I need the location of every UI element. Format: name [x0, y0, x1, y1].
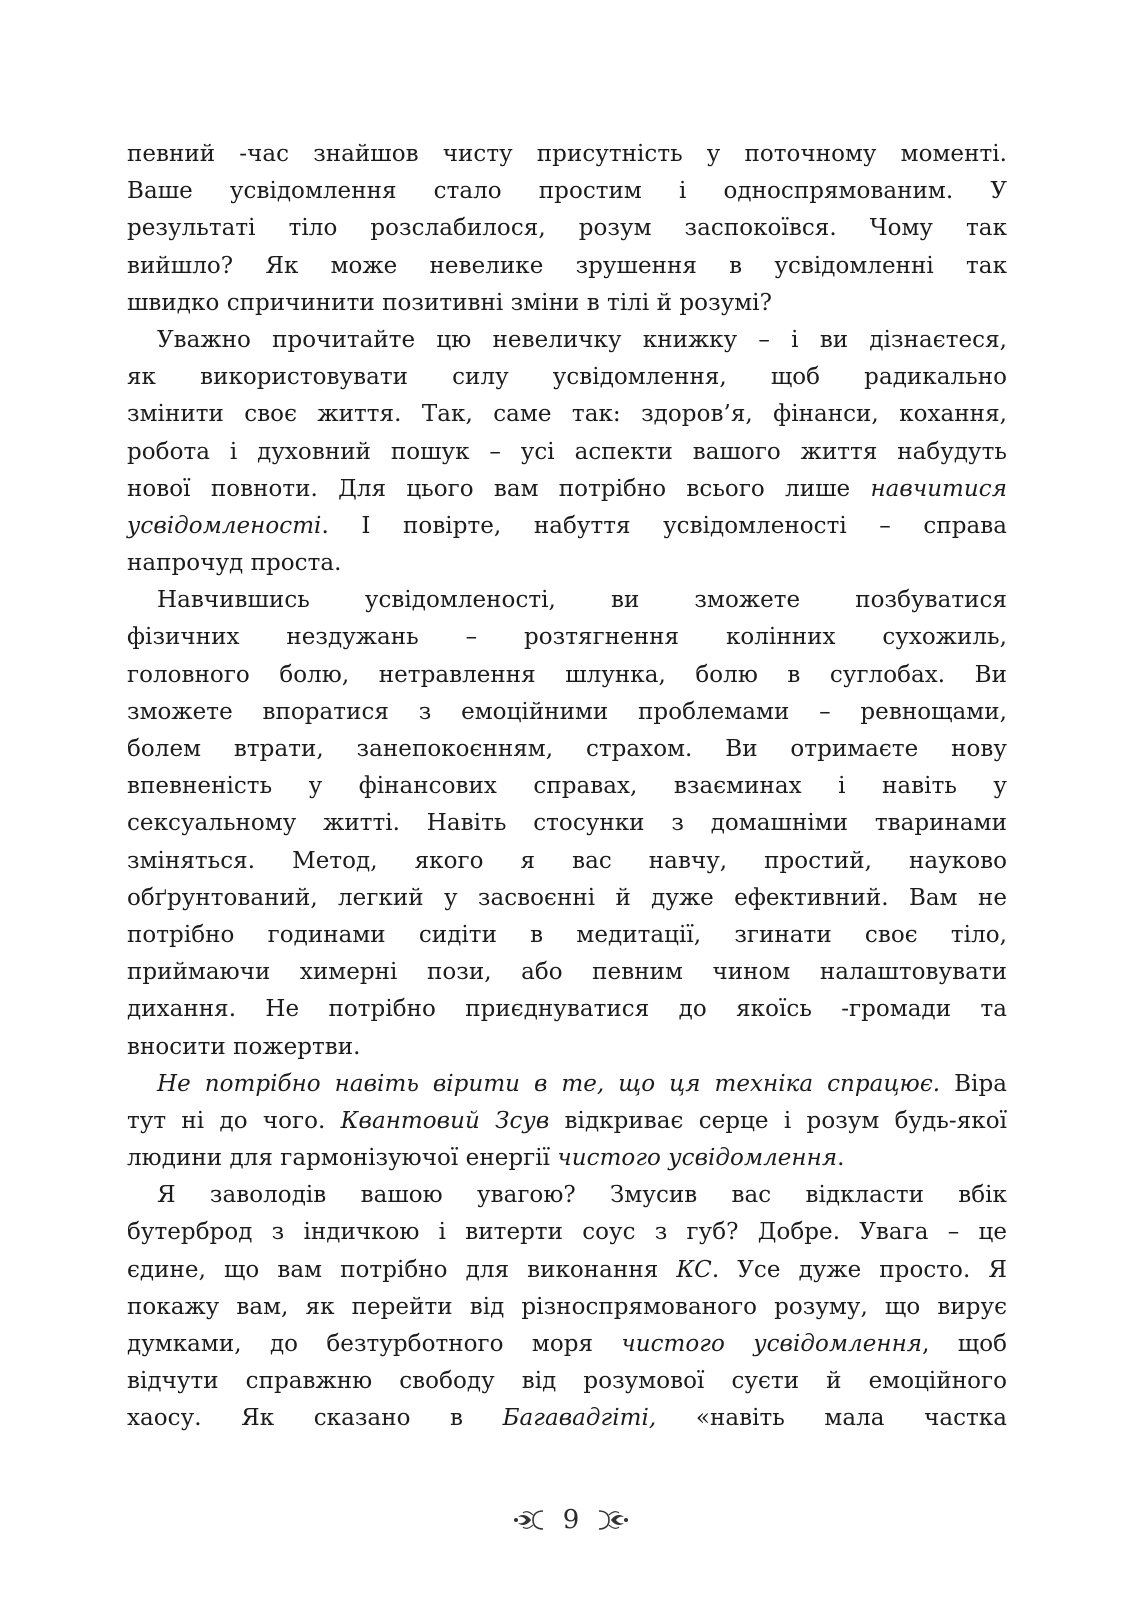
text-run: «навіть мала частка: [656, 1405, 1007, 1432]
text-run: Віра: [940, 1070, 1007, 1097]
text-run: нової повноти. Для цього вам потрібно всього лише: [127, 475, 871, 502]
text-run: зміняться. Метод, якого я вас навчу, простий, науково: [127, 847, 1007, 874]
text-line: [127, 359, 1007, 396]
italic-text: Не потрібно навіть вірити в те, що ця техніка спрацює.: [157, 1070, 941, 1097]
text-run: змінити своє життя. Так, саме так: здоров’я, фінанси, кохання,: [127, 401, 1007, 428]
text-line: [127, 582, 1007, 619]
text-run: швидко спричинити позитивні зміни в тілі й розумі?: [127, 289, 772, 316]
text-run: обґрунтований, легкий у засвоєнні й дуже ефективний. Вам не: [127, 884, 1007, 911]
text-run: бутерброд з індичкою і витерти соус з губ? Добре. Увага – це: [127, 1219, 1007, 1246]
text-line: [127, 731, 1007, 768]
text-line: [127, 136, 1007, 173]
italic-text: усвідомленості: [127, 512, 322, 539]
text-line: [127, 1177, 1007, 1214]
text-line: [127, 210, 1007, 247]
text-run: дихання. Не потрібно приєднуватися до якоїсь -громади та: [127, 996, 1007, 1023]
text-run: людини для гармонізуючої енергії: [127, 1145, 558, 1172]
paragraph: [127, 1177, 1007, 1437]
text-line: [127, 619, 1007, 656]
text-line: [127, 434, 1007, 471]
page-body: [127, 136, 1007, 1438]
text-run: результаті тіло розслабилося, розум заспокоївся. Чому так: [127, 215, 1007, 242]
text-run: думками, до безтурботного моря: [127, 1331, 622, 1357]
text-run: впевненість у фінансових справах, взаєминах і навіть у: [127, 773, 1007, 800]
italic-text: Квантовий Зсув: [340, 1107, 550, 1134]
text-run: єдине, що вам потрібно для виконання: [127, 1256, 677, 1283]
paragraph: [127, 582, 1007, 1065]
text-line: [127, 322, 1007, 359]
text-run: відкриває серце і розум будь-якої: [549, 1107, 1007, 1134]
text-run: робота і духовний пошук – усі аспекти вашого життя набудуть: [127, 438, 1007, 465]
paragraph: [127, 1066, 1007, 1178]
text-run: вийшло? Як може невелике зрушення в усвідомленні так: [127, 252, 1007, 279]
text-run: болем втрати, занепокоєнням, страхом. Ви отримаєте нову: [127, 736, 1007, 762]
text-line: [127, 173, 1007, 210]
page-number: 9: [562, 1505, 580, 1535]
text-line: [127, 805, 1007, 842]
text-line: [127, 471, 1007, 508]
text-run: .: [837, 1145, 845, 1172]
text-line: [127, 657, 1007, 694]
text-line: [127, 1252, 1007, 1289]
paragraph: [127, 136, 1007, 322]
italic-text: навчитися: [870, 475, 1007, 502]
text-run: фізичних нездужань – розтягнення колінних сухожиль,: [127, 624, 1007, 651]
text-run: . Усе дуже просто. Я: [711, 1256, 1007, 1283]
text-run: сексуальному житті. Навіть стосунки з домашніми тваринами: [127, 810, 1007, 837]
text-run: головного болю, нетравлення шлунка, болю в суглобах. Ви: [127, 661, 1007, 688]
text-run: вносити пожертви.: [127, 1033, 361, 1060]
text-line: [127, 1400, 1007, 1437]
text-line: [127, 248, 1007, 285]
italic-text: чистого усвідомлення: [621, 1331, 923, 1357]
floral-ornament-left-icon: [513, 1507, 545, 1533]
text-line: [127, 1066, 1007, 1103]
italic-text: КС: [676, 1256, 712, 1283]
text-line: [127, 1029, 1007, 1066]
text-run: . І повірте, набуття усвідомленості – справа: [321, 512, 1007, 539]
text-line: [127, 285, 1007, 322]
text-run: потрібно годинами сидіти в медитації, згинати своє тіло,: [127, 921, 1007, 948]
italic-text: чистого усвідомлення: [557, 1145, 838, 1172]
page-footer: [0, 1500, 1142, 1540]
text-run: , щоб: [922, 1331, 1007, 1357]
text-line: [127, 991, 1007, 1028]
text-run: Уважно прочитайте цю невеличку книжку – і ви дізнаєтеся,: [157, 326, 1007, 353]
text-run: як використовувати силу усвідомлення, щоб радикально: [127, 364, 1007, 391]
text-run: напрочуд проста.: [127, 550, 342, 577]
text-run: Навчившись усвідомленості, ви зможете позбуватися: [157, 587, 1007, 614]
text-line: [127, 917, 1007, 954]
text-run: відчути справжню свободу від розумової суєти й емоційного: [127, 1368, 1007, 1395]
text-run: Ваше усвідомлення стало простим і односпрямованим. У: [127, 178, 1007, 205]
text-run: певний -час знайшов чисту присутність у поточному моменті.: [127, 141, 1007, 167]
text-run: покажу вам, як перейти від різноспрямованого розуму, що вирує: [127, 1293, 1007, 1320]
text-run: тут ні до чого.: [127, 1107, 341, 1134]
text-line: [127, 768, 1007, 805]
text-line: [127, 1326, 1007, 1363]
text-line: [127, 1140, 1007, 1177]
text-line: [127, 1214, 1007, 1251]
text-line: [127, 880, 1007, 917]
text-line: [127, 1289, 1007, 1326]
italic-text: Багавадгіті,: [502, 1405, 657, 1432]
text-run: Я заволодів вашою увагою? Змусив вас відкласти вбік: [157, 1182, 1007, 1209]
text-line: [127, 545, 1007, 582]
paragraph: [127, 322, 1007, 582]
text-line: [127, 508, 1007, 545]
text-run: приймаючи химерні пози, або певним чином налаштовувати: [127, 959, 1007, 986]
text-line: [127, 1103, 1007, 1140]
text-line: [127, 694, 1007, 731]
text-line: [127, 1363, 1007, 1400]
text-run: хаосу. Як сказано в: [127, 1405, 503, 1432]
floral-ornament-right-icon: [597, 1507, 629, 1533]
text-line: [127, 843, 1007, 880]
text-line: [127, 396, 1007, 433]
text-run: зможете впоратися з емоційними проблемами – ревнощами,: [127, 698, 1007, 725]
text-line: [127, 954, 1007, 991]
